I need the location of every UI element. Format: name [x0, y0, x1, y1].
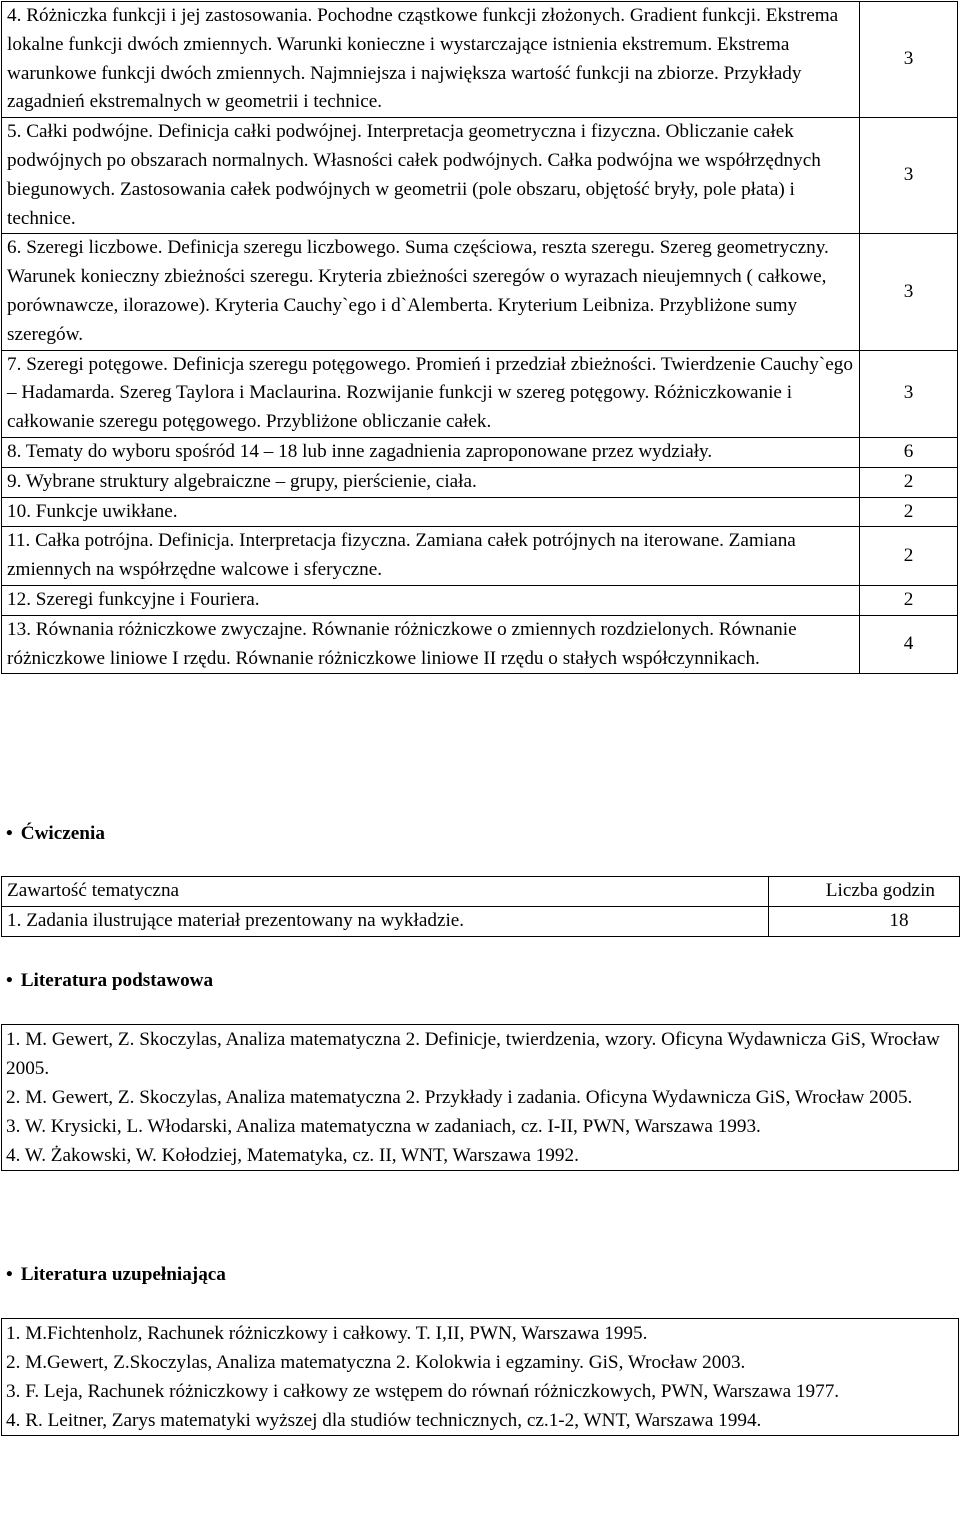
table-row — [2, 497, 958, 527]
table-row — [2, 2, 958, 118]
topic-hours: 2 — [860, 497, 958, 527]
topic-hours: 4 — [860, 615, 958, 674]
topic-hours: 3 — [860, 234, 958, 350]
topic-hours: 6 — [860, 437, 958, 467]
topic-text: 9. Wybrane struktury algebraiczne – grupy, pierścienie, ciała. — [2, 467, 860, 497]
exercises-table — [1, 876, 960, 937]
table-row — [2, 527, 958, 586]
literature-supplementary-heading-text: Literatura uzupełniająca — [20, 1264, 226, 1285]
list-item: 4. W. Żakowski, W. Kołodziej, Matematyka, cz. II, WNT, Warszawa 1992. — [6, 1145, 579, 1166]
exercises-heading — [6, 820, 105, 848]
table-row — [2, 585, 958, 615]
bullet-icon: • — [6, 970, 13, 991]
topic-text: 8. Tematy do wyboru spośród 14 – 18 lub inne zagadnienia zaproponowane przez wydziały. — [2, 437, 860, 467]
literature-basic-heading — [6, 967, 213, 995]
exercises-heading-text: Ćwiczenia — [20, 823, 105, 844]
bullet-icon: • — [6, 1264, 13, 1285]
list-item: 2. M.Gewert, Z.Skoczylas, Analiza matematyczna 2. Kolokwia i egzaminy. GiS, Wrocław 2003. — [6, 1352, 746, 1373]
topic-text: 6. Szeregi liczbowe. Definicja szeregu liczbowego. Suma częściowa, reszta szeregu. Szereg geometryczny. Warunek konieczny zbieżności szeregu. Kryteria zbieżności szeregów o wyrazach nieujemnych ( całkowe, porównawcze, ilorazowe). Kryteria Cauchy`ego i d`Alemberta. Kryterium Leibniza. Przybliżone sumy szeregów. — [2, 234, 860, 350]
topic-hours: 3 — [860, 118, 958, 234]
literature-supplementary-heading — [6, 1261, 226, 1289]
topic-text: 12. Szeregi funkcyjne i Fouriera. — [2, 585, 860, 615]
literature-supplementary-list — [1, 1318, 959, 1436]
exercise-hours: 18 — [769, 906, 960, 936]
lecture-topics-table — [1, 1, 958, 674]
topic-text: 11. Całka potrójna. Definicja. Interpretacja fizyczna. Zamiana całek potrójnych na iterowane. Zamiana zmiennych na współrzędne walcowe i sferyczne. — [2, 527, 860, 586]
list-item: 4. R. Leitner, Zarys matematyki wyższej dla studiów technicznych, cz.1-2, WNT, Warszawa 1994. — [6, 1410, 762, 1431]
table-row — [2, 437, 958, 467]
column-header-topic: Zawartość tematyczna — [2, 877, 769, 907]
literature-basic-list — [1, 1024, 959, 1171]
topic-text: 10. Funkcje uwikłane. — [2, 497, 860, 527]
table-row — [2, 615, 958, 674]
literature-basic-heading-text: Literatura podstawowa — [20, 970, 214, 991]
list-item: 1. M.Fichtenholz, Rachunek różniczkowy i całkowy. T. I,II, PWN, Warszawa 1995. — [6, 1323, 648, 1344]
topic-text: 4. Różniczka funkcji i jej zastosowania. Pochodne cząstkowe funkcji złożonych. Gradient funkcji. Ekstrema lokalne funkcji dwóch zmiennych. Warunki konieczne i wystarczające istnienia ekstremum. Ekstrema warunkowe funkcji dwóch zmiennych. Najmniejsza i największa wartość funkcji na zbiorze. Przykłady zagadnień ekstremalnych w geometrii i technice. — [2, 2, 860, 118]
exercise-text: 1. Zadania ilustrujące materiał prezentowany na wykładzie. — [2, 906, 769, 936]
topic-hours: 2 — [860, 467, 958, 497]
table-row — [2, 234, 958, 350]
table-row — [2, 118, 958, 234]
topic-hours: 2 — [860, 585, 958, 615]
topic-hours: 2 — [860, 527, 958, 586]
bullet-icon: • — [6, 823, 13, 844]
topic-text: 7. Szeregi potęgowe. Definicja szeregu potęgowego. Promień i przedział zbieżności. Twierdzenie Cauchy`ego – Hadamarda. Szereg Taylora i Maclaurina. Rozwijanie funkcji w szereg potęgowy. Różniczkowanie i całkowanie szeregu potęgowego. Przybliżone obliczanie całek. — [2, 350, 860, 437]
topic-text: 13. Równania różniczkowe zwyczajne. Równanie różniczkowe o zmiennych rozdzielonych. Równanie różniczkowe liniowe I rzędu. Równanie różniczkowe liniowe II rzędu o stałych współczynnikach. — [2, 615, 860, 674]
table-row — [2, 350, 958, 437]
topic-hours: 3 — [860, 2, 958, 118]
list-item: 3. W. Krysicki, L. Włodarski, Analiza matematyczna w zadaniach, cz. I-II, PWN, Warszawa 1993. — [6, 1116, 761, 1137]
list-item: 2. M. Gewert, Z. Skoczylas, Analiza matematyczna 2. Przykłady i zadania. Oficyna Wydawnicza GiS, Wrocław 2005. — [6, 1087, 913, 1108]
column-header-hours: Liczba godzin — [769, 877, 960, 907]
table-row — [2, 906, 960, 936]
table-header-row — [2, 877, 960, 907]
list-item: 1. M. Gewert, Z. Skoczylas, Analiza matematyczna 2. Definicje, twierdzenia, wzory. Oficyna Wydawnicza GiS, Wrocław 2005. — [6, 1029, 940, 1079]
topic-hours: 3 — [860, 350, 958, 437]
topic-text: 5. Całki podwójne. Definicja całki podwójnej. Interpretacja geometryczna i fizyczna. Obliczanie całek podwójnych po obszarach normalnych. Własności całek podwójnych. Całka podwójna we współrzędnych biegunowych. Zastosowania całek podwójnych w geometrii (pole obszaru, objętość bryły, pole płata) i technice. — [2, 118, 860, 234]
table-row — [2, 467, 958, 497]
list-item: 3. F. Leja, Rachunek różniczkowy i całkowy ze wstępem do równań różniczkowych, PWN, Warszawa 1977. — [6, 1381, 840, 1402]
